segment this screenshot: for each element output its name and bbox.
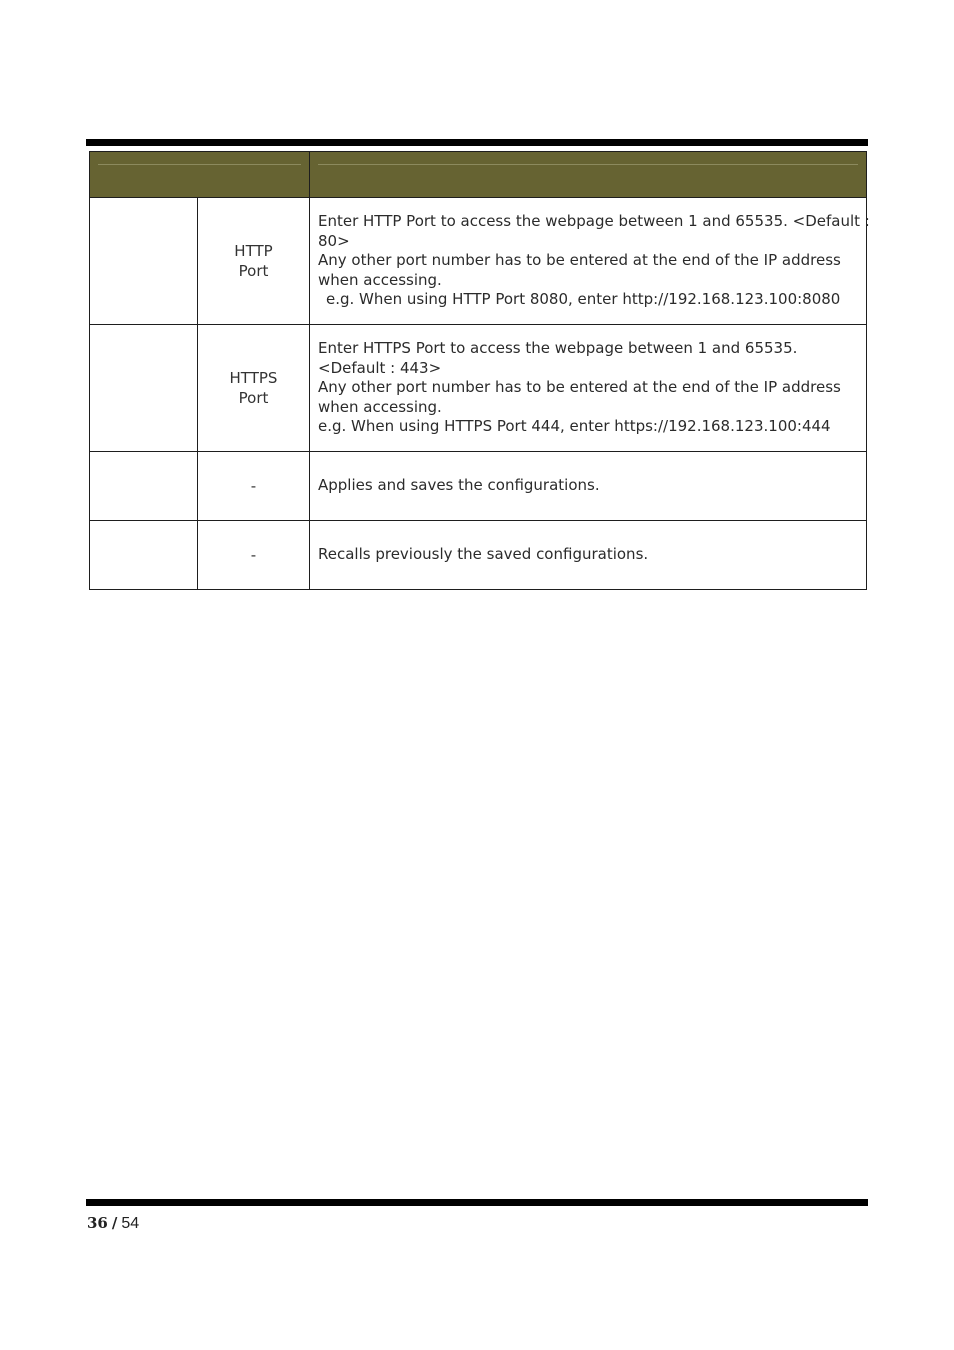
- description-line: e.g. When using HTTP Port 8080, enter http://192.168.123.100:8080: [326, 290, 841, 309]
- item-cell: [90, 521, 198, 590]
- setting-name-line: HTTPS: [229, 369, 278, 387]
- setting-name-line: Port: [238, 389, 269, 407]
- table-row: [90, 325, 867, 452]
- setting-name-line: HTTP: [234, 242, 273, 260]
- settings-table: [89, 151, 870, 590]
- setting-name-line: -: [250, 546, 257, 564]
- table-row: [90, 198, 867, 325]
- total-pages: 54: [121, 1215, 140, 1232]
- description-line: when accessing.: [318, 397, 442, 416]
- description-line: Any other port number has to be entered at the end of the IP address: [318, 378, 841, 397]
- table-header-row: [90, 152, 867, 198]
- description-line: e.g. When using HTTPS Port 444, enter https://192.168.123.100:444: [318, 417, 831, 436]
- item-cell: [90, 198, 198, 325]
- item-cell: [90, 325, 198, 452]
- setting-name-cell: [198, 452, 310, 521]
- description-line: Recalls previously the saved configurations.: [318, 545, 649, 564]
- header-cell-item: [90, 152, 310, 198]
- setting-description-cell: [310, 521, 867, 590]
- page-separator: /: [111, 1214, 118, 1232]
- description-line: Enter HTTPS Port to access the webpage between 1 and 65535.: [318, 339, 798, 358]
- setting-name-cell: [198, 198, 310, 325]
- header-cell-description: [310, 152, 867, 198]
- description-line: Enter HTTP Port to access the webpage between 1 and 65535. <Default :: [318, 212, 870, 231]
- setting-description-cell: [310, 452, 867, 521]
- description-line: Applies and saves the configurations.: [318, 476, 600, 495]
- description-line: when accessing.: [318, 270, 442, 289]
- setting-name-line: -: [250, 477, 257, 495]
- description-line: 80>: [318, 231, 350, 250]
- item-cell: [90, 452, 198, 521]
- table-row: [90, 452, 867, 521]
- setting-name-cell: [198, 521, 310, 590]
- setting-description-cell: [310, 325, 867, 452]
- page-number: [87, 1214, 139, 1233]
- setting-name-line: Port: [238, 262, 269, 280]
- description-line: <Default : 443>: [318, 358, 442, 377]
- footer-rule: [86, 1199, 868, 1206]
- header-rule: [86, 139, 868, 146]
- setting-description-cell: [310, 198, 870, 325]
- table-row: [90, 521, 867, 590]
- setting-name-cell: [198, 325, 310, 452]
- description-line: Any other port number has to be entered at the end of the IP address: [318, 251, 841, 270]
- current-page: 36: [87, 1214, 108, 1232]
